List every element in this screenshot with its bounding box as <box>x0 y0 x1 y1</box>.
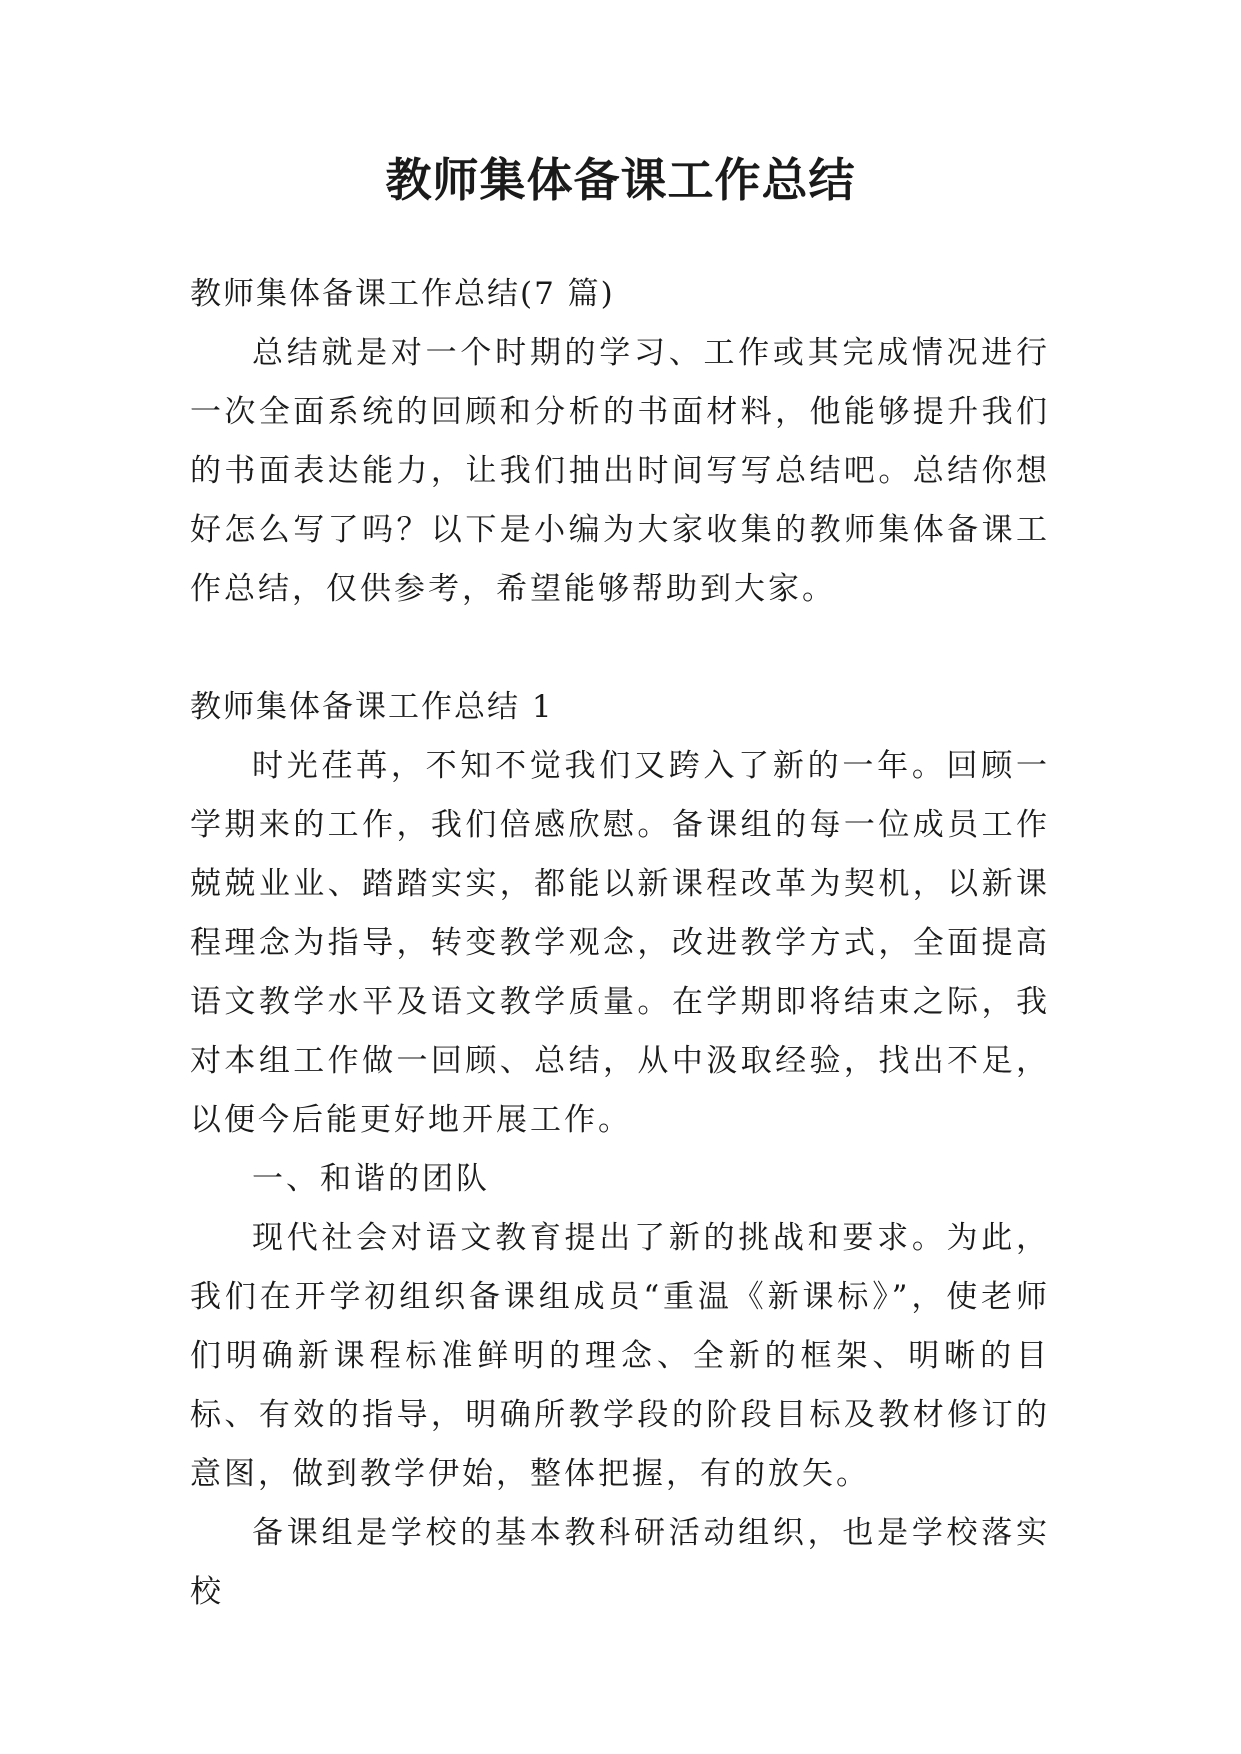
document-subtitle: 教师集体备课工作总结(7 篇) <box>190 276 615 312</box>
body-paragraph: 备课组是学校的基本教科研活动组织，也是学校落实校 <box>190 1515 1050 1610</box>
body-paragraph: 现代社会对语文教育提出了新的挑战和要求。为此，我们在开学初组织备课组成员“重温《新课标》”，使老师们明确新课程标准鲜明的理念、全新的框架、明晰的目标、有效的指导，明确所教学段的阶段目标及教材修订的意图，做到教学伊始，整体把握，有的放矢。 <box>190 1220 1050 1492</box>
section-heading: 一、和谐的团队 <box>252 1161 490 1197</box>
section-title: 教师集体备课工作总结 1 <box>190 689 554 725</box>
intro-paragraph: 总结就是对一个时期的学习、工作或其完成情况进行一次全面系统的回顾和分析的书面材料，他能够提升我们的书面表达能力，让我们抽出时间写写总结吧。总结你想好怎么写了吗？以下是小编为大家收集的教师集体备课工作总结，仅供参考，希望能够帮助到大家。 <box>190 335 1050 607</box>
document-title: 教师集体备课工作总结 <box>385 153 856 207</box>
document-body <box>190 265 1050 1622</box>
body-paragraph: 时光荏苒，不知不觉我们又跨入了新的一年。回顾一学期来的工作，我们倍感欣慰。备课组的每一位成员工作兢兢业业、踏踏实实，都能以新课程改革为契机，以新课程理念为指导，转变教学观念，改进教学方式，全面提高语文教学水平及语文教学质量。在学期即将结束之际，我对本组工作做一回顾、总结，从中汲取经验，找出不足，以便今后能更好地开展工作。 <box>190 748 1050 1138</box>
paragraph-gap <box>190 619 1050 678</box>
